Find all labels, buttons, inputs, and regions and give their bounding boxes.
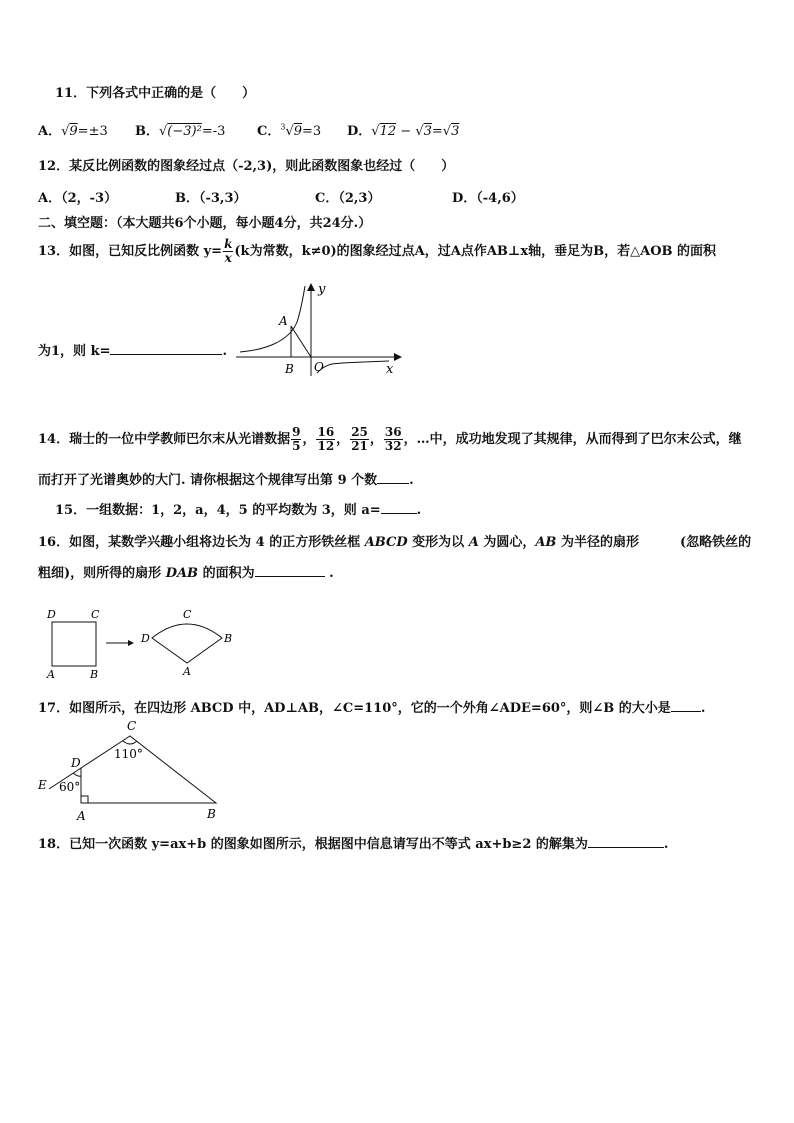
q11-c-radicand: 9 <box>293 124 303 139</box>
q12-option-b: B．（-3,3） <box>175 191 247 206</box>
q17-text: 17．如图所示，在四边形 ABCD 中，AD⊥AB，∠C=110°，它的一个外角∠ADE=60°，则∠B 的大小是 <box>38 701 671 716</box>
q16-ab: AB <box>535 535 557 550</box>
q11-option-b <box>135 120 225 139</box>
q11-a-label: A． <box>38 124 62 139</box>
q14-frac-1-den: 5 <box>292 439 301 453</box>
q14-frac-2-num: 16 <box>317 425 335 439</box>
q16-sector <box>152 624 222 663</box>
q13-label-b: B <box>285 362 294 376</box>
q11-b-radical-sign: √ <box>159 124 168 139</box>
q16-line2 <box>38 562 334 581</box>
q16-square <box>52 622 96 666</box>
q16-line1 <box>38 531 639 550</box>
q13-label-y: y <box>318 282 326 297</box>
q16-sector-label-d: D <box>141 632 150 645</box>
q11-c-rest: =3 <box>302 124 322 139</box>
q14-frac-3 <box>350 426 369 453</box>
q16-part5: (忽略铁丝的 <box>680 535 752 550</box>
q11-a-rest: =±3 <box>77 124 108 139</box>
q16-line2-mid: 的面积为 <box>198 566 255 581</box>
q13-x-arrow <box>394 353 402 361</box>
q16-square-label-a: A <box>47 668 55 680</box>
q11-b-label: B． <box>135 124 159 139</box>
q11-d-radicand-1: 12 <box>379 124 397 139</box>
q11-d-radicand-2: 3 <box>423 124 432 139</box>
q11-option-c <box>257 120 321 139</box>
q11-option-a <box>38 120 108 139</box>
q17-label-c: C <box>127 719 137 733</box>
q14-frac-4 <box>384 426 403 453</box>
q11-b-radicand: (−3)² <box>167 124 202 139</box>
q17-right-angle-mark <box>81 796 88 803</box>
q11-c-label: C． <box>257 124 281 139</box>
q16-sector-label-b: B <box>224 632 233 645</box>
q11-d-eq: = <box>431 124 443 139</box>
q16-arrow-head <box>128 640 134 646</box>
q16-abcd: ABCD <box>364 535 408 550</box>
q14-part1: 14．瑞士的一位中学教师巴尔末从光谱数据 <box>38 432 291 447</box>
q13-fraction <box>223 238 233 265</box>
q14-frac-4-den: 32 <box>384 439 402 453</box>
q13-line2-post: . <box>222 344 228 359</box>
q16-figure <box>42 605 252 680</box>
q14-part2: ，…中，成功地发现了其规律，从而得到了巴尔末公式，继 <box>403 432 742 447</box>
q11-c-radical-sign: √ <box>285 124 294 139</box>
q12-option-a: A．（2，-3） <box>38 191 118 206</box>
q13-hyperbola-right <box>317 361 389 373</box>
q16-sector-label-a: A <box>183 665 191 678</box>
q14-answer-blank[interactable] <box>377 471 409 484</box>
q17-label-b: B <box>207 807 216 821</box>
q13-figure <box>234 280 404 380</box>
q17-label-e: E <box>38 778 47 792</box>
q13-frac-den: x <box>224 251 232 265</box>
q11-a-radicand: 9 <box>69 124 78 139</box>
q17-label-d: D <box>71 756 81 770</box>
q16-square-label-b: B <box>90 668 99 680</box>
q16-square-label-c: C <box>91 608 100 621</box>
q18 <box>38 833 668 852</box>
q11-d-minus: − <box>400 124 412 139</box>
q11-d-radical-sign-1: √ <box>371 124 380 139</box>
q14-line2-post: . <box>409 473 414 488</box>
q18-answer-blank[interactable] <box>588 835 664 848</box>
q16-answer-blank[interactable] <box>255 564 325 577</box>
q14-sep-1: ， <box>302 432 316 447</box>
q17-angle-d-arc <box>73 773 81 776</box>
q11-stem: 11．下列各式中正确的是（ ） <box>55 86 256 101</box>
q16-line2-pre: 粗细)，则所得的扇形 <box>38 566 166 581</box>
q12-option-c: C．（2,3） <box>315 191 381 206</box>
q17-label-angle-c: 110° <box>114 747 143 761</box>
q17 <box>38 697 705 716</box>
q14-frac-2-den: 12 <box>317 439 335 453</box>
q14-frac-3-den: 21 <box>351 439 368 453</box>
q14-frac-2 <box>316 426 335 453</box>
q11-b-rest: =-3 <box>201 124 226 139</box>
q13-line1 <box>38 237 716 267</box>
q15-text: 15．一组数据：1，2，a，4，5 的平均数为 3，则 a= <box>55 503 381 518</box>
q16-square-label-d: D <box>47 608 56 621</box>
q11-d-radical-sign-3: √ <box>442 124 452 139</box>
q11-option-d <box>347 120 459 139</box>
q17-quadrilateral <box>81 736 216 803</box>
section-heading: 二、填空题：（本大题共6个小题，每小题4分，共24分.） <box>38 216 372 231</box>
q16-sector-label-c: C <box>183 608 192 621</box>
q11-d-label: D． <box>347 124 372 139</box>
q11-a-radical-sign: √ <box>61 124 70 139</box>
q12-option-d: D．（-4,6） <box>452 191 524 206</box>
q14-frac-1-num: 9 <box>292 425 301 439</box>
q14-line2 <box>38 469 414 488</box>
q14-frac-4-num: 36 <box>384 425 402 439</box>
q13-answer-blank[interactable] <box>110 342 222 355</box>
q13-line2-pre: 为1，则 k= <box>38 344 111 359</box>
q17-angle-c-arc <box>123 741 137 744</box>
q16-part1: 16．如图，某数学兴趣小组将边长为 4 的正方形铁丝框 <box>38 535 365 550</box>
q16-part4: 为半径的扇形 <box>556 535 639 550</box>
q13-hyperbola-left <box>240 286 305 352</box>
q15-answer-blank[interactable] <box>381 501 417 514</box>
q13-label-x: x <box>386 362 394 377</box>
q15-post: . <box>416 503 422 518</box>
q12-stem: 12．某反比例函数的图象经过点（-2,3)，则此函数图象也经过（ ） <box>38 159 455 174</box>
q15 <box>55 499 421 518</box>
q17-post: . <box>700 701 706 716</box>
q16-part3: 为圆心， <box>478 535 536 550</box>
q13-label-a: A <box>279 314 288 328</box>
q11-d-radicand-3: 3 <box>451 124 460 139</box>
q14-sep-2: ， <box>336 432 350 447</box>
q13-part1: 13．如图，已知反比例函数 y= <box>38 244 223 259</box>
q18-text: 18．已知一次函数 y=ax+b 的图象如图所示，根据图中信息请写出不等式 ax+b≥2 的解集为 <box>38 837 588 852</box>
q17-answer-blank[interactable] <box>671 699 701 712</box>
q17-figure <box>33 716 233 826</box>
q17-label-angle-d: 60° <box>59 780 81 794</box>
q16-dab: DAB <box>165 566 199 581</box>
q11-d-radical-sign-2: √ <box>415 124 424 139</box>
q13-part2: (k为常数，k≠0)的图象经过点A，过A点作AB⊥x轴，垂足为B，若△AOB 的面积 <box>234 244 717 259</box>
q11-c-index: 3 <box>280 122 286 132</box>
q14-frac-3-num: 25 <box>351 425 368 439</box>
q13-y-arrow <box>307 283 315 291</box>
q14-sep-3: ， <box>369 432 383 447</box>
q18-post: . <box>663 837 669 852</box>
q13-segment-ao <box>291 326 311 357</box>
q16-part2: 变形为以 <box>407 535 469 550</box>
q14-line2-text: 而打开了光谱奥妙的大门. 请你根据这个规律写出第 9 个数 <box>38 473 378 488</box>
q13-line2 <box>38 340 227 359</box>
q16-a: A <box>468 535 479 550</box>
q14-line1 <box>38 422 742 458</box>
q14-frac-1 <box>291 426 301 453</box>
q13-frac-num: k <box>224 237 233 251</box>
q16-line2-post: . <box>324 566 334 581</box>
q17-label-a: A <box>77 809 86 823</box>
q13-label-o: O <box>314 360 324 374</box>
